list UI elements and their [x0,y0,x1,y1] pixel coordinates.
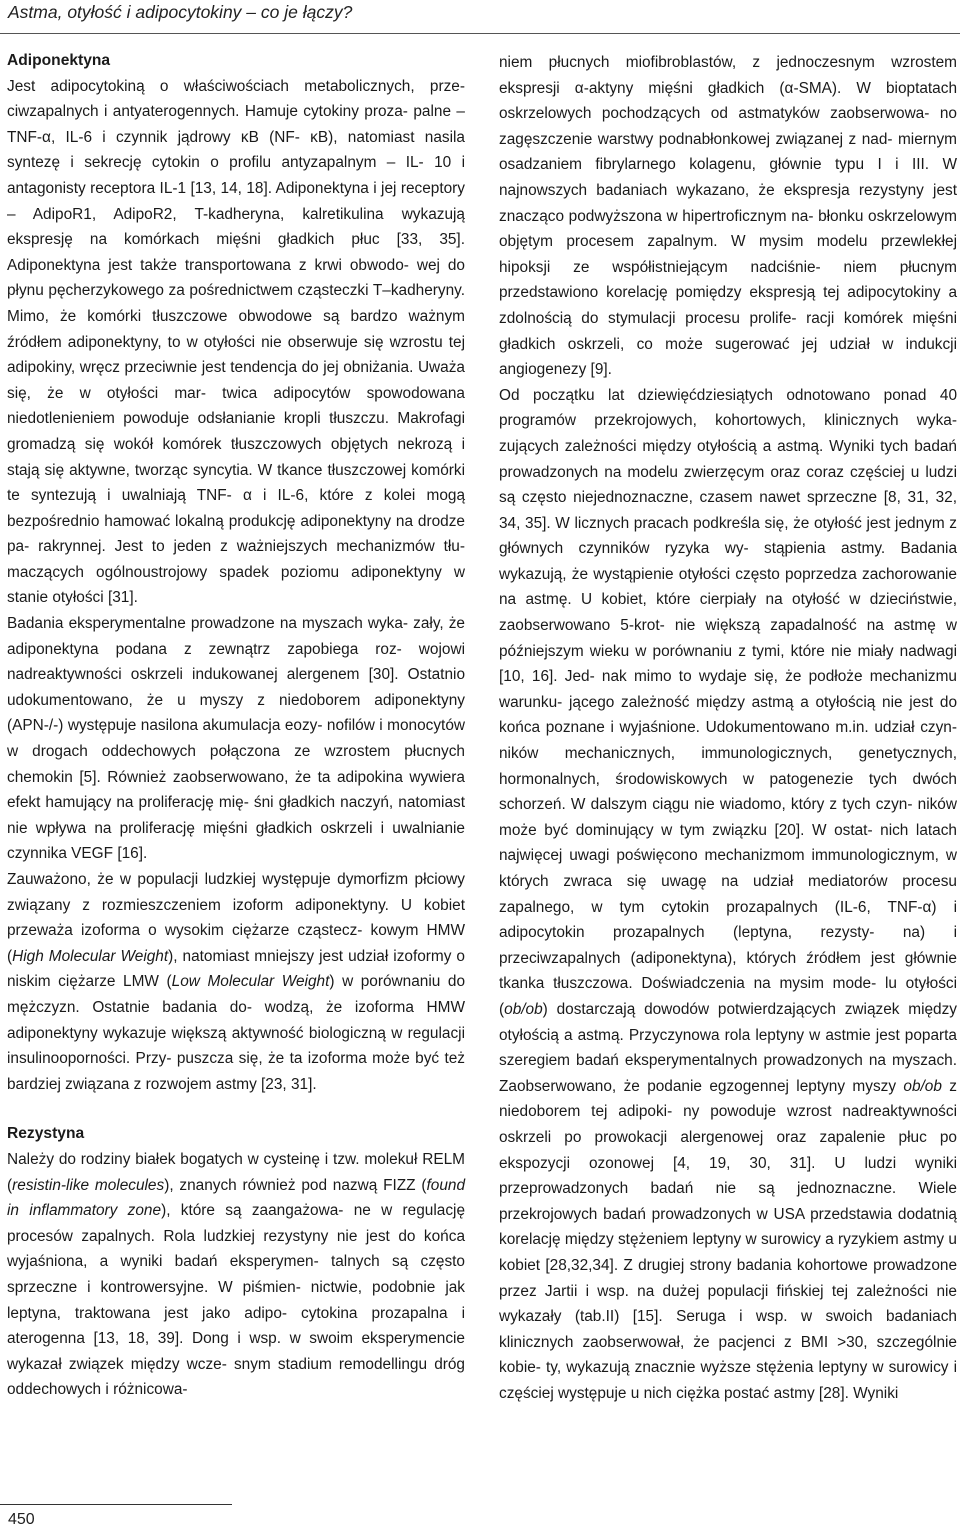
text-run: z niedoborem tej adipoki- ny powoduje wzrost nadreaktywności oskrzeli po prowokacji alergenowej oraz zapalenie płuc po ekspozycji ozonowej [4, 19, 30, 31]. U ludzi wyniki przeprowadzonych badań nie są jednoznaczne. Wiele przekrojowych badań prowadzonych w USA przedstawia dodatnią korelację między stężeniem leptyny w surowicy a ryzykiem astmy u kobiet [28,32,34]. Z drugiej strony badania kohortowe prowadzone przez Jartii i wsp. na dużej populacji fińskiej tej zależności nie wykazały (tab.II) [15]. Seruga i wsp. w swoich badaniach klinicznych zaobserwował, że pacjenci z BMI >30, szczególnie kobie- ty, wykazują znacznie wyższe stężenia leptyny w surowicy i częściej występuje u nich ciężka postać astmy [28]. Wyniki [499,1077,957,1402]
section-heading-adiponektyna: Adiponektyna [7,52,111,69]
paragraph [7,1147,465,1403]
footer-divider [0,1504,232,1505]
text-run: ) dostarczają dowodów potwierdzających związek między otyłością a astmą. Przyczynowa rola leptyny w astmie jest poparta szeregiem badań eksperymentalnych prowadzonych na myszach. Zaobserwowano, że podanie egzogennej leptyny myszy [499,1000,957,1095]
paragraph: Jest adipocytokiną o właściwościach metabolicznych, prze- ciwzapalnych i antyaterogennych. Hamuje cytokiny proza- palne – TNF-α, IL-6 i czynnik jądrowy κB (NF- κB), natomiast nasila syntezę i sekrecję cytokin o profilu antyzapalnym – IL- 10 i antagonisty receptora IL-1 [13, 14, 18]. Adiponektyna i jej receptory – AdipoR1, AdipoR2, T-kadheryna, kalretikulina wykazują ekspresję na komórkach mięśni gładkich płuc [33, 35]. Adiponektyna jest także transportowana z krwi obwodo- wej do płynu pęcherzykowego za pośrednictwem cząsteczki T–kadheryny. Mimo, że komórki tłuszczowe obwodowe są bardzo ważnym źródłem adiponektyny, to w otyłości nie obserwuje się wzrostu tej adipokiny, wręcz przeciwnie jest tendencja do jej obniżania. Uważa się, że w otyłości mar- twica adipocytów spowodowana niedotlenieniem powoduje odsłanianie kropli tłuszczu. Makrofagi gromadzą się wokół komórek tłuszczowych objętych nekrozą i stają się aktywne, tworząc syncytia. W tkance tłuszczowej komórki te syntezują i uwalniają TNF- α i IL-6, które z kolei mogą bezpośrednio hamować lokalną produkcję adiponektyny na drodze pa- rakrynnej. Jest to jeden z ważniejszych mechanizmów tłu- maczących ogólnoustrojowy spadek poziomu adiponektyny w stanie otyłości [31]. [7,77,465,607]
text-run: ), natomiast mniejszy jest udział izoformy o niskim ciężarze LMW ( [7,947,465,991]
header-divider [0,33,960,34]
running-title: Astma, otyłość i adipocytokiny – co je łączy? [8,2,353,22]
paragraph [499,383,957,1407]
italic-term: resistin-like molecules [12,1176,165,1194]
text-run: ), znanych również pod nazwą FIZZ ( [164,1176,427,1194]
text-run: Zauważono, że w populacji ludzkiej występuje dymorfizm płciowy związany z rozmieszczeniem izoform adiponektyny. U kobiet przeważa izoforma o wysokim ciężarze cząstecz- kowym HMW ( [7,871,465,965]
page-number: 450 [8,1511,35,1528]
text-run: Należy do rodziny białek bogatych w cysteinę i tzw. molekuł RELM ( [7,1150,465,1194]
text-run: ), które są zaangażowa- ne w regulację procesów zapalnych. Rola ludzkiej rezystyny nie jest do końca wyjaśniona, a wyniki badań eksperymen- talnych są często sprzeczne i kontrowersyjne. W piśmien- nictwie, podobnie jak leptyna, traktowana jest jako adipo- cytokina prozapalna i aterogenna [13, 18, 39]. Dong i wsp. w swoim eksperymencie wykazał związek między wcze- snym stadium remodellingu dróg oddechowych i różnicowa- [7,1202,466,1399]
text-run: ) w porównaniu do mężczyzn. Ostatnie badania do- wodzą, że izoforma HMW adiponektyny wykazuje większą aktywność biologiczną w regulacji insulinooporności. Przy- puszcza się, że ta izoforma może być też bardziej związana z rozwojem astmy [23, 31]. [7,973,466,1093]
left-column [7,48,465,1403]
italic-term: ob/ob [903,1077,942,1095]
right-column [499,50,957,1406]
text-run: Od początku lat dziewięćdziesiątych odnotowano ponad 40 programów przekrojowych, kohortowych, klinicznych wyka- zujących zależności między otyłością a astmą. Wyniki tych badań prowadzonych na modelu zwierzęcym oraz coraz częściej u ludzi są często niejednoznaczne, czasem nawet sprzeczne [8, 31, 32, 34, 35]. W licznych pracach podkreśla się, że otyłość jest jednym z głównych czynników ryzyka wy- stąpienia astmy. Badania wykazują, że wystąpienie otyłości często poprzedza zachorowanie na astmę. U kobiet, które cierpiały na otyłość w dzieciństwie, zaobserwowano 5-krot- nie większą zapadalność na astmę w późniejszym wieku w porównaniu z tymi, które nie miały nadwagi [10, 16]. Jed- nak mimo to wydaje się, że podłoże mechanizmu warunku- jącego zależność między astmą a otyłością nie jest do końca poznane i wyjaśnione. Udokumentowano m.in. udział czyn- ników mechanicznych, immunologicznych, genetycznych, hormonalnych, środowiskowych w patogenezie tych dwóch schorzeń. W dalszym ciągu nie wiadomo, który z tych czyn- ników może być dominujący w tym związku [20]. W ostat- nich latach najwięcej uwagi poświęcono mechanizmom immunologicznym, w których zwraca się uwagę na udział mediatorów procesu zapalnego, w tym cytokin prozapalnych (IL-6, TNF-α) i adipocytokin prozapalnych (leptyna, rezysty- na) i przeciwzapalnych (adiponektyna), których źródłem jest głównie tkanka tłuszczowa. Doświadczenia na mysim mode- lu otyłości ( [499,386,957,1018]
italic-term: High Molecular Weight [12,947,169,965]
paragraph [7,867,465,1097]
section-gap [7,1097,465,1121]
paragraph: Badania eksperymentalne prowadzone na myszach wyka- zały, że adiponektyna podana z zewnątrz zapobiega roz- wojowi nadreaktywności oskrzeli indukowanej alergenem [30]. Ostatnio udokumentowano, że u myszy z niedoborem adiponektyny (APN-/-) występuje nasilona akumulacja eozy- nofilów i monocytów w drogach oddechowych połączona ze wzrostem płucnych chemokin [5]. Również zaobserwowano, że ta adipokina wywiera efekt hamujący na proliferację mię- śni gładkich naczyń, natomiast nie wpływa na proliferację mięśni gładkich oskrzeli i uwalnianie czynnika VEGF [16]. [7,615,465,863]
paragraph: niem płucnych miofibroblastów, z jednoczesnym wzrostem ekspresji α-aktyny mięśni gładkich (α-SMA). W bioptatach oskrzelowych pochodzących od astmatyków zaobserwowa- no zagęszczenie warstwy podnabłonkowej związanej z nad- miernym osadzaniem fibrylarnego kolagenu, głównie typu I i III. W najnowszych badaniach wykazano, że ekspresja rezystyny jest znacząco podwyższona w hipertroficznym na- błonku oskrzelowym objętym procesem zapalnym. W mysim modelu przewlekłej hipoksji ze współistniejącym nadciśnie- niem płucnym przedstawiono korelację pomiędzy ekspresją tej adipocytokiny a zdolnością do stymulacji procesu prolife- racji komórek mięśni gładkich oskrzeli, co może sugerować jej udział w indukcji angiogenezy [9]. [499,54,957,379]
italic-term: ob/ob [504,1000,543,1018]
italic-term: found in inflammatory zone [7,1176,465,1220]
section-heading-rezystyna: Rezystyna [7,1125,85,1143]
italic-term: Low Molecular Weight [171,973,330,991]
